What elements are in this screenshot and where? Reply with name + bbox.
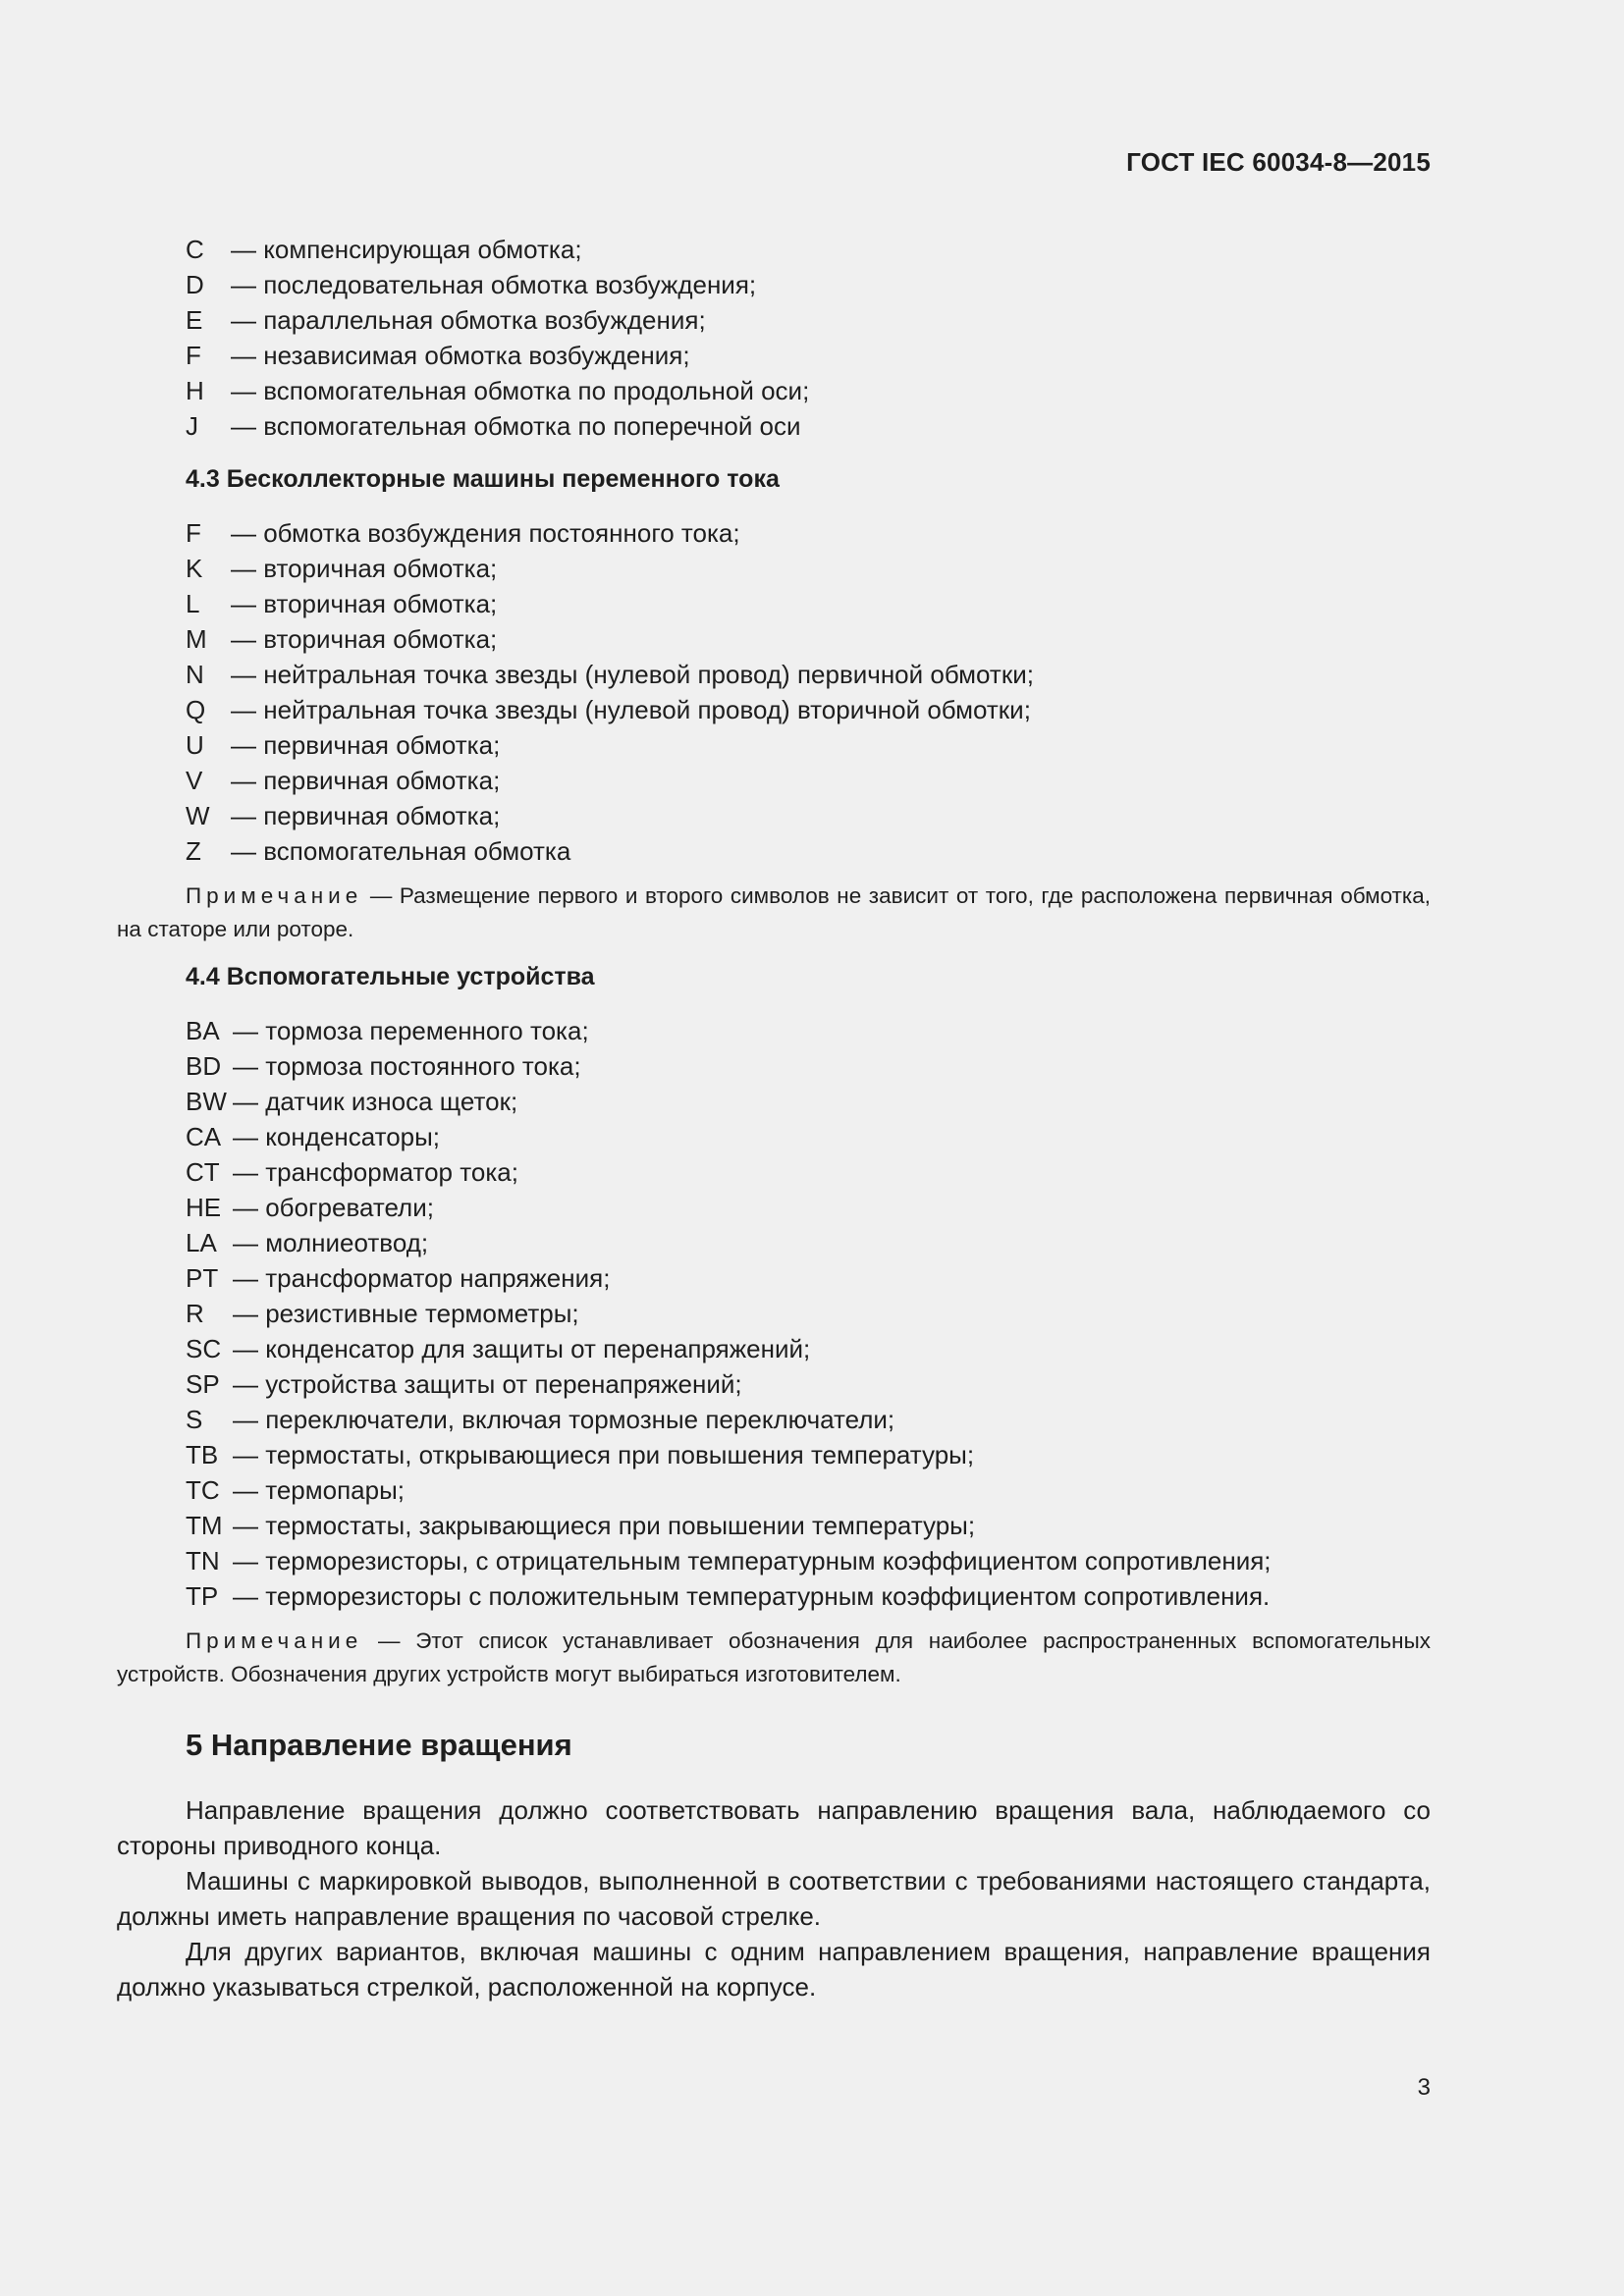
terminal-description: — обмотка возбуждения постоянного тока; <box>231 518 740 548</box>
terminal-description: — компенсирующая обмотка; <box>231 235 582 264</box>
list-item <box>186 1296 1272 1331</box>
terminal-code: W <box>186 801 210 830</box>
list-item <box>186 1366 1272 1402</box>
section-5-heading: 5 Направление вращения <box>186 1728 572 1762</box>
list-item <box>186 798 1034 833</box>
paragraph: Направление вращения должно соответствовать направлению вращения вала, наблюдаемого со стороны приводного конца. <box>117 1795 1431 1860</box>
terminal-code: D <box>186 270 204 299</box>
terminal-code: С <box>186 235 204 264</box>
device-code: CA <box>186 1122 222 1151</box>
terminal-description: — параллельная обмотка возбуждения; <box>231 305 706 335</box>
device-description: — тормоза переменного тока; <box>233 1016 589 1045</box>
list-item <box>186 1543 1272 1578</box>
terminal-description: — первичная обмотка; <box>231 766 501 795</box>
terminal-code: L <box>186 589 200 618</box>
list-item <box>186 1578 1272 1614</box>
terminal-code: F <box>186 518 201 548</box>
list-item <box>186 1190 1272 1225</box>
device-code: BW <box>186 1087 227 1116</box>
terminal-code: V <box>186 766 203 795</box>
device-description: — термостаты, открывающиеся при повышения температуры; <box>233 1440 975 1469</box>
document-header: ГОСТ IEC 60034-8—2015 <box>1126 147 1431 177</box>
device-code: LA <box>186 1228 217 1257</box>
device-code: R <box>186 1299 204 1328</box>
winding-list-dc <box>186 232 809 444</box>
note-placement <box>117 880 1431 946</box>
winding-list-ac <box>186 515 1034 869</box>
device-code: S <box>186 1405 203 1434</box>
device-code: BD <box>186 1051 222 1081</box>
list-item <box>186 551 1034 586</box>
terminal-description: — независимая обмотка возбуждения; <box>231 341 690 370</box>
paragraph: Для других вариантов, включая машины с одним направлением вращения, направление вращения должно указываться стрелкой, расположенной на корпусе. <box>117 1937 1431 2002</box>
list-item <box>186 1013 1272 1048</box>
note-label: Примечание <box>186 1629 363 1653</box>
list-item <box>186 1402 1272 1437</box>
list-item <box>186 408 809 444</box>
device-description: — обогреватели; <box>233 1193 434 1222</box>
device-code: TM <box>186 1511 223 1540</box>
device-code: HE <box>186 1193 222 1222</box>
list-item <box>186 1048 1272 1084</box>
device-code: SP <box>186 1369 220 1399</box>
list-item <box>186 692 1034 727</box>
device-description: — терморезисторы, с отрицательным температурным коэффициентом сопротивления; <box>233 1546 1272 1575</box>
device-code: TP <box>186 1581 219 1611</box>
list-item <box>186 1472 1272 1508</box>
list-item <box>186 1508 1272 1543</box>
device-code: SC <box>186 1334 222 1363</box>
terminal-description: — вторичная обмотка; <box>231 589 498 618</box>
terminal-code: E <box>186 305 203 335</box>
list-item <box>186 1437 1272 1472</box>
terminal-code: H <box>186 376 204 405</box>
terminal-description: — вторичная обмотка; <box>231 624 498 654</box>
auxiliary-device-list <box>186 1013 1272 1614</box>
device-description: — молниеотвод; <box>233 1228 429 1257</box>
device-description: — термостаты, закрывающиеся при повышении температуры; <box>233 1511 976 1540</box>
terminal-description: — последовательная обмотка возбуждения; <box>231 270 757 299</box>
page-number: 3 <box>1417 2074 1431 2101</box>
device-description: — устройства защиты от перенапряжений; <box>233 1369 742 1399</box>
list-item <box>186 727 1034 763</box>
device-description: — трансформатор напряжения; <box>233 1263 611 1293</box>
device-description: — конденсатор для защиты от перенапряжений; <box>233 1334 811 1363</box>
device-code: TB <box>186 1440 219 1469</box>
terminal-code: N <box>186 660 204 689</box>
list-item <box>186 657 1034 692</box>
terminal-code: Z <box>186 836 201 866</box>
device-description: — переключатели, включая тормозные переключатели; <box>233 1405 895 1434</box>
list-item <box>186 302 809 338</box>
device-description: — термопары; <box>233 1475 406 1505</box>
device-code: TN <box>186 1546 220 1575</box>
list-item <box>186 1331 1272 1366</box>
terminal-description: — первичная обмотка; <box>231 801 501 830</box>
terminal-code: J <box>186 411 198 441</box>
terminal-code: U <box>186 730 204 760</box>
terminal-code: Q <box>186 695 206 724</box>
list-item <box>186 833 1034 869</box>
terminal-code: F <box>186 341 201 370</box>
terminal-description: — первичная обмотка; <box>231 730 501 760</box>
device-description: — трансформатор тока; <box>233 1157 518 1187</box>
list-item <box>186 763 1034 798</box>
note-text: — Размещение первого и второго символов не зависит от того, где расположена первичная обмотка, на статоре или роторе. <box>117 883 1431 941</box>
terminal-code: K <box>186 554 203 583</box>
list-item <box>186 621 1034 657</box>
list-item <box>186 1154 1272 1190</box>
terminal-description: — вспомогательная обмотка <box>231 836 571 866</box>
list-item <box>186 515 1034 551</box>
terminal-description: — вспомогательная обмотка по продольной оси; <box>231 376 810 405</box>
terminal-description: — нейтральная точка звезды (нулевой провод) первичной обмотки; <box>231 660 1034 689</box>
note-label: Примечание <box>186 883 363 908</box>
paragraph: Машины с маркировкой выводов, выполненной в соответствии с требованиями настоящего стандарта, должны иметь направление вращения по часовой стрелке. <box>117 1866 1431 1931</box>
note-text: — Этот список устанавливает обозначения для наиболее распространенных вспомогательных устройств. Обозначения других устройств могут выбираться изготовителем. <box>117 1629 1431 1686</box>
device-code: PT <box>186 1263 219 1293</box>
list-item <box>186 232 809 267</box>
list-item <box>186 1119 1272 1154</box>
device-code: BA <box>186 1016 220 1045</box>
device-description: — резистивные термометры; <box>233 1299 579 1328</box>
terminal-description: — нейтральная точка звезды (нулевой провод) вторичной обмотки; <box>231 695 1031 724</box>
device-description: — датчик износа щеток; <box>233 1087 518 1116</box>
list-item <box>186 267 809 302</box>
terminal-code: M <box>186 624 207 654</box>
list-item <box>186 338 809 373</box>
list-item <box>186 373 809 408</box>
device-code: TC <box>186 1475 220 1505</box>
list-item <box>186 1260 1272 1296</box>
terminal-description: — вспомогательная обмотка по поперечной оси <box>231 411 801 441</box>
list-item <box>186 1225 1272 1260</box>
terminal-description: — вторичная обмотка; <box>231 554 498 583</box>
device-description: — терморезисторы с положительным температурным коэффициентом сопротивления. <box>233 1581 1271 1611</box>
list-item <box>186 1084 1272 1119</box>
device-code: CT <box>186 1157 220 1187</box>
section-4-3-heading: 4.3 Бесколлекторные машины переменного тока <box>186 465 780 493</box>
device-description: — конденсаторы; <box>233 1122 441 1151</box>
device-description: — тормоза постоянного тока; <box>233 1051 581 1081</box>
note-list <box>117 1625 1431 1691</box>
section-4-4-heading: 4.4 Вспомогательные устройства <box>186 963 595 990</box>
list-item <box>186 586 1034 621</box>
